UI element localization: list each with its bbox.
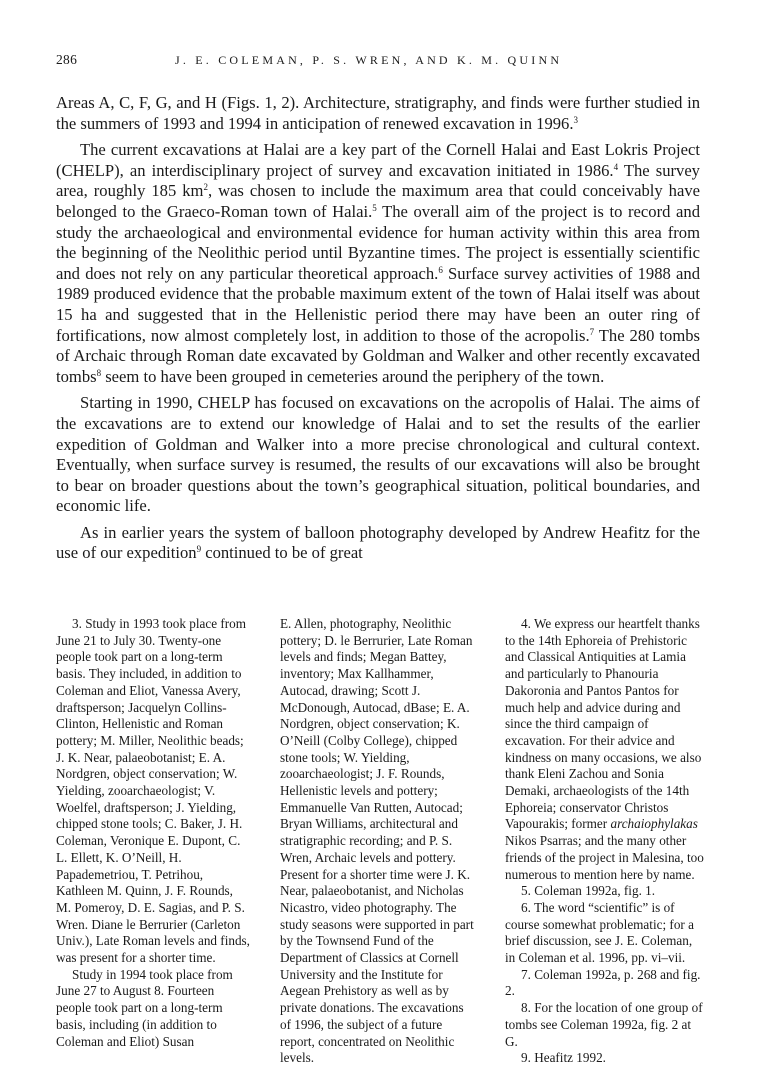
main-text	[56, 93, 700, 564]
footnote-column-3	[505, 616, 705, 1067]
paragraph-3: Starting in 1990, CHELP has focused on excavations on the acropolis of Halai. The aims of the excavations are to extend our knowledge of Halai and to set the results of the earlier expedition of Goldman and Walker into a more precise chronological and cultural context. Eventually, when surface survey is resumed, the results of our excavations will also be brought to bear on broader questions about the town’s geographical situation, political boundaries, and economic life.	[56, 393, 700, 516]
footnote-ref-8: 8	[96, 367, 102, 378]
footnote-6: 6. The word “scientific” is of course somewhat problematic; for a brief discussion, see J. E. Coleman, in Coleman et al. 1996, pp. vi–vii.	[505, 899, 694, 966]
footnote-9: 9. Heafitz 1992.	[521, 1050, 606, 1066]
footnote-ref-9: 9	[196, 544, 202, 555]
superscript-squared: 2	[203, 182, 208, 193]
footnote-ref-7: 7	[589, 326, 595, 337]
footnote-ref-3: 3	[573, 114, 579, 125]
footnote-ref-4: 4	[613, 161, 619, 172]
page-number: 286	[56, 52, 78, 67]
footnote-7: 7. Coleman 1992a, p. 268 and fig. 2.	[505, 966, 701, 999]
footnote-3-continued: Study in 1994 took place from June 27 to August 8. Fourteen people took part on a long-term basis, including (in addition to Coleman and Eliot) Susan	[56, 966, 233, 1049]
footnote-column-2	[280, 616, 474, 1067]
footnote-4: 4. We express our heartfelt thanks to the 14th Ephoreia of Prehistoric and Classical Antiquities at Lamia and particularly to Phanouria Dakoronia and Pantos Pantos for much help and advice during and since the third campaign of excavation. For their advice and kindness on many occasions, we also thank Eleni Zachou and Sonia Demaki, archaeologists of the 14th Ephoreia; conservator Christos Vapourakis; former archaiophylakas Nikos Psarras; and the many other friends of the project in Malesina, too numerous to mention here by name.	[505, 616, 704, 882]
footnote-3: 3. Study in 1993 took place from June 21 to July 30. Twenty-one people took part on a long-term basis. They included, in addition to Coleman and Eliot, Vanessa Avery, draftsperson; Jacquelyn Collins-Clinton, Hellenistic and Roman pottery; M. Miller, Neolithic beads; J. K. Near, palaeobotanist; E. A. Nordgren, object conservation; W. Yielding, zooarchaeologist; V. Woelfel, draftsperson; J. Yielding, chipped stone tools; C. Baker, J. H. Coleman, Veronique E. Dupont, C. L. Ellett, K. O’Neill, H. Papademetriou, T. Petrihou, Kathleen M. Quinn, J. F. Rounds, M. Pomeroy, D. E. Sagias, and P. S. Wren. Diane le Berrurier (Carleton Univ.), Late Roman levels and finds, was present for a shorter time.	[56, 616, 250, 966]
italic-term: archaiophylakas	[610, 816, 698, 832]
footnote-5: 5. Coleman 1992a, fig. 1.	[521, 883, 656, 899]
footnote-ref-6: 6	[438, 264, 443, 275]
paragraph-1: Areas A, C, F, G, and H (Figs. 1, 2). Architecture, stratigraphy, and finds were further studied in the summers of 1993 and 1994 in anticipation of renewed excavation in 1996.$^3$	[56, 93, 700, 133]
footnote-column-1	[56, 616, 250, 1050]
footnote-3-continuation: E. Allen, photography, Neolithic pottery; D. le Berrurier, Late Roman levels and finds; Megan Battey, inventory; Max Kallhammer, Autocad, drawing; Scott J. McDonough, Autocad, dBase; E. A. Nordgren, object conservation; K. O’Neill (Colby College), chipped stone tools; W. Yielding, zooarchaeologist; J. F. Rounds, Hellenistic levels and pottery; Emmanuelle Van Rutten, Autocad; Bryan Williams, architectural and stratigraphic recording; and P. S. Wren, Archaic levels and pottery. Present for a shorter time were J. K. Near, palaeobotanist, and Nicholas Nicastro, video photography. The study seasons were supported in part by the Townsend Fund of the Department of Classics at Cornell University and the Institute for Aegean Prehistory as well as by private donations. The excavations of 1996, the subject of a future report, concentrated on Neolithic levels.	[280, 616, 474, 1066]
footnote-8: 8. For the location of one group of tombs see Coleman 1992a, fig. 2 at G.	[505, 1000, 703, 1049]
running-head: J. E. COLEMAN, P. S. WREN, AND K. M. QUINN	[175, 53, 563, 67]
paragraph-4: As in earlier years the system of balloon photography developed by Andrew Heafitz for the use of our expedition$^9$ continued to be of great	[56, 522, 700, 563]
footnote-ref-5: 5	[372, 202, 377, 213]
paragraph-2: The current excavations at Halai are a key part of the Cornell Halai and East Lokris Project (CHELP), an interdisciplinary project of survey and excavation initiated in 1986.$^4$ The survey area, roughly 185 $km^2$, was chosen to include the maximum area that could conceivably have belonged to the Graeco-Roman town of Halai.$^5$ The overall aim of the project is to record and study the archaeological and environmental evidence for human activity within this area from the beginning of the Neolithic period until Byzantine times. The project is essentially scientific and does not rely on any particular theoretical approach.$^6$ Surface survey activities of 1988 and 1989 produced evidence that the probable maximum extent of the town of Halai itself was about 15 ha and suggested that in the Hellenistic period there may have been an outer ring of fortifications, now almost completely lost, in addition to those of the acropolis.$^7$ The 280 tombs of Archaic through Roman date excavated by Goldman and Walker and other recently excavated tombs$^8$ seem to have been grouped in cemeteries around the periphery of the town.	[56, 140, 700, 386]
